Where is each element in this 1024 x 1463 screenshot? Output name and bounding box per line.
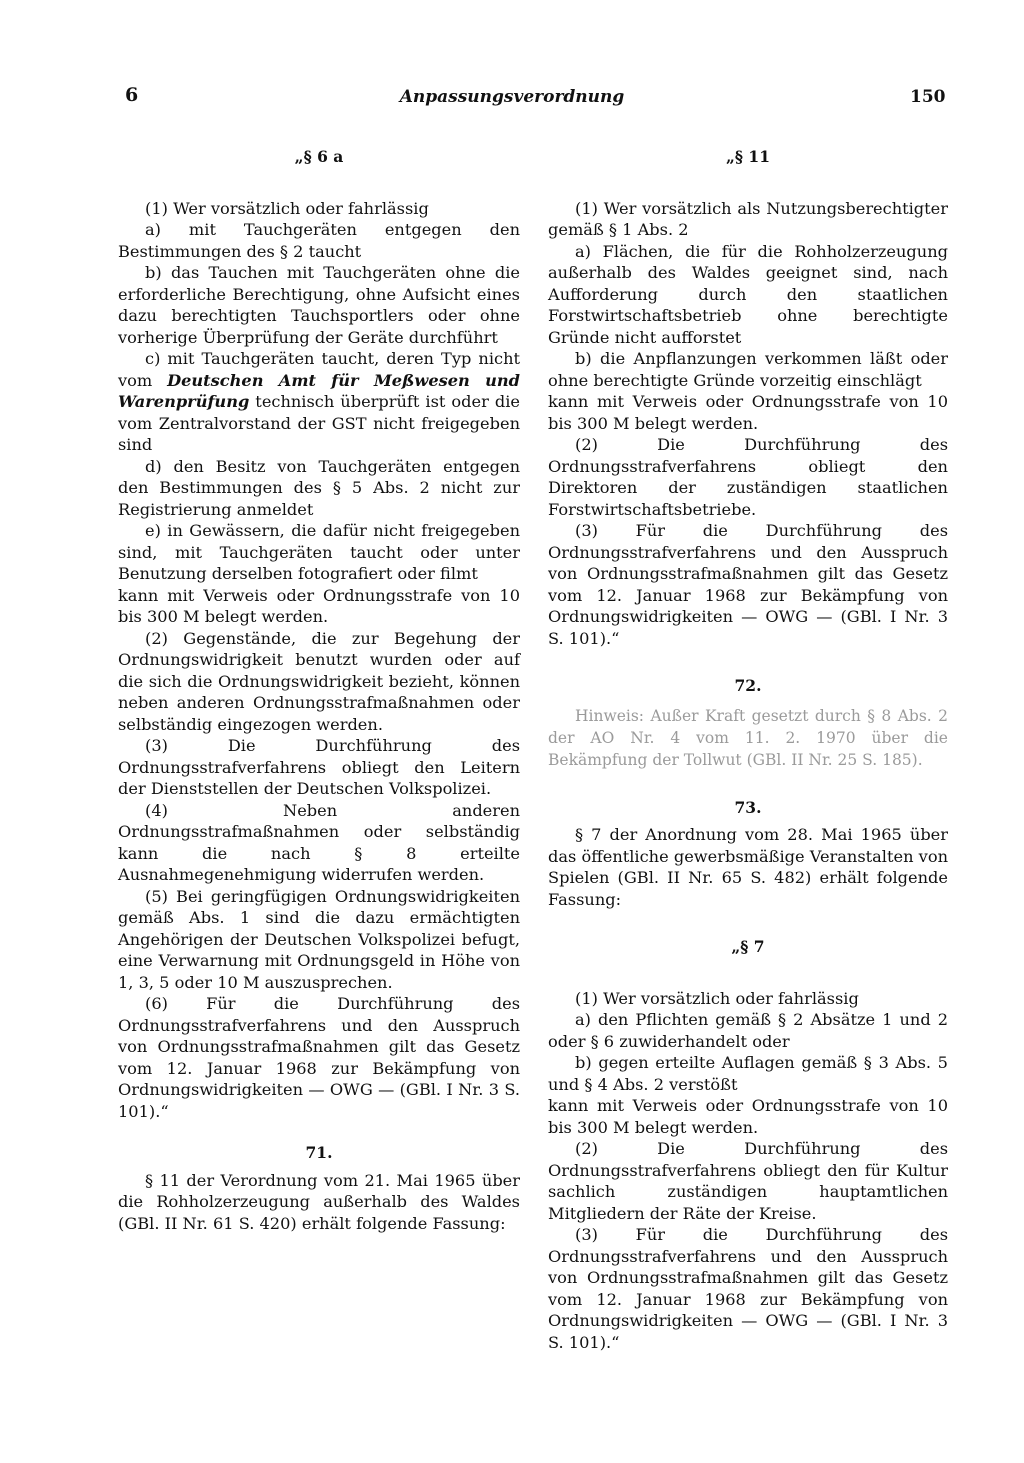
item-number-71: 71. (305, 1143, 333, 1162)
paragraph: kann mit Verweis oder Ordnungsstrafe von 10 bis 300 M belegt werden. (118, 585, 520, 626)
paragraph: (5) Bei geringfügigen Ordnungswidrigkeiten gemäß Abs. 1 sind die dazu ermächtigten Angehörigen der Deutschen Volkspolizei befugt, eine Verwarnung mit Ordnungsgeld in Höhe von 1, 3, 5 oder 10 M auszusprechen. (118, 886, 520, 992)
paragraph: a) mit Tauchgeräten entgegen den Bestimmungen des § 2 taucht (118, 220, 520, 261)
authority-name: Deutschen Amt für Meßwesen und Warenprüfung (118, 370, 520, 411)
item-number-72: 72. (734, 676, 762, 695)
paragraph: kann mit Verweis oder Ordnungsstrafe von 10 bis 300 M belegt werden. (548, 1096, 948, 1137)
paragraph: b) die Anpflanzungen verkommen läßt oder ohne berechtigte Gründe vorzeitig einschlägt (548, 349, 948, 390)
paragraph: c) mit Tauchgeräten taucht, deren Typ nicht vom Deutschen Amt für Meßwesen und Warenprüfung technisch überprüft ist oder die vom Zentralvorstand der GST nicht freigegeben sind (118, 349, 520, 454)
paragraph: a) den Pflichten gemäß § 2 Absätze 1 und 2 oder § 6 zuwiderhandelt oder (548, 1010, 948, 1051)
left-column (118, 146, 520, 1234)
paragraph: a) Flächen, die für die Rohholzerzeugung außerhalb des Waldes geeignet sind, nach Aufforderung durch den staatlichen Forstwirtschaftsbetrieb ohne berechtigte Gründe nicht aufforstet (548, 241, 948, 347)
section-heading-7: „§ 7 (731, 937, 765, 956)
running-title: Anpassungsverordnung (399, 87, 625, 107)
paragraph: (1) Wer vorsätzlich oder fahrlässig (145, 198, 429, 218)
paragraph: (2) Die Durchführung des Ordnungsstrafverfahrens obliegt den Direktoren der zuständigen staatlichen Forstwirtschaftsbetriebe. (548, 435, 948, 519)
repeal-notice (548, 705, 948, 771)
chapter-number: 6 (125, 84, 139, 106)
paragraph: d) den Besitz von Tauchgeräten entgegen den Bestimmungen des § 5 Abs. 2 nicht zur Registrierung anmeldet (118, 456, 520, 519)
paragraph: (4) Neben anderen Ordnungsstrafmaßnahmen oder selbständig kann die nach § 8 erteilte Ausnahmegenehmigung widerrufen werden. (118, 800, 520, 884)
paragraph: (6) Für die Durchführung des Ordnungsstrafverfahrens und den Ausspruch von Ordnungsstrafmaßnahmen gilt das Gesetz vom 12. Januar 1968 zur Bekämpfung von Ordnungswidrigkeiten — OWG — (GBl. I Nr. 3 S. 101).“ (118, 994, 520, 1121)
notice-text: Hinweis: Außer Kraft gesetzt durch § 8 Abs. 2 der AO Nr. 4 vom 11. 2. 1970 über die Bekämpfung der Tollwut (GBl. II Nr. 25 S. 185). (548, 706, 948, 769)
section-heading-6a: „§ 6 a (294, 147, 344, 166)
paragraph: b) gegen erteilte Auflagen gemäß § 3 Abs. 5 und § 4 Abs. 2 verstößt (548, 1053, 948, 1094)
item-number-73: 73. (734, 797, 762, 817)
paragraph: (3) Für die Durchführung des Ordnungsstrafverfahrens und den Ausspruch von Ordnungsstrafmaßnahmen gilt das Gesetz vom 12. Januar 1968 zur Bekämpfung von Ordnungswidrigkeiten — OWG — (GBl. I Nr. 3 S. 101).“ (548, 521, 948, 648)
paragraph: (3) Für die Durchführung des Ordnungsstrafverfahrens und den Ausspruch von Ordnungsstrafmaßnahmen gilt das Gesetz vom 12. Januar 1968 zur Bekämpfung von Ordnungswidrigkeiten — OWG — (GBl. I Nr. 3 S. 101).“ (548, 1225, 948, 1352)
right-column (548, 146, 948, 1353)
paragraph: (2) Gegenstände, die zur Begehung der Ordnungswidrigkeit benutzt wurden oder auf die sich die Ordnungswidrigkeit bezieht, können neben anderen Ordnungsstrafmaßnahmen oder selbständig eingezogen werden. (118, 628, 520, 734)
section-heading-11: „§ 11 (726, 147, 770, 166)
page-header (0, 84, 1024, 114)
paragraph: b) das Tauchen mit Tauchgeräten ohne die erforderliche Berechtigung, ohne Aufsicht eines dazu berechtigten Tauchsportlers oder ohne vorherige Überprüfung der Geräte durchführt (118, 263, 520, 347)
paragraph: (2) Die Durchführung des Ordnungsstrafverfahrens obliegt den für Kultur sachlich zuständigen hauptamtlichen Mitgliedern der Räte der Kreise. (548, 1139, 948, 1223)
paragraph: e) in Gewässern, die dafür nicht freigegeben sind, mit Tauchgeräten taucht oder unter Benutzung derselben fotografiert oder filmt (118, 521, 520, 583)
paragraph: kann mit Verweis oder Ordnungsstrafe von 10 bis 300 M belegt werden. (548, 392, 948, 433)
paragraph: (1) Wer vorsätzlich oder fahrlässig (575, 988, 859, 1008)
paragraph: § 11 der Verordnung vom 21. Mai 1965 über die Rohholzerzeugung außerhalb des Waldes (GBl. II Nr. 61 S. 420) erhält folgende Fassung: (118, 1170, 520, 1233)
paragraph: § 7 der Anordnung vom 28. Mai 1965 über das öffentliche gewerbsmäßige Veranstalten von Spielen (GBl. II Nr. 65 S. 482) erhält folgende Fassung: (548, 825, 948, 909)
page-number: 150 (910, 87, 946, 107)
paragraph: (3) Die Durchführung des Ordnungsstrafverfahrens obliegt den Leitern der Dienststellen der Deutschen Volkspolizei. (118, 736, 520, 798)
paragraph: (1) Wer vorsätzlich als Nutzungsberechtigter gemäß § 1 Abs. 2 (548, 198, 948, 239)
